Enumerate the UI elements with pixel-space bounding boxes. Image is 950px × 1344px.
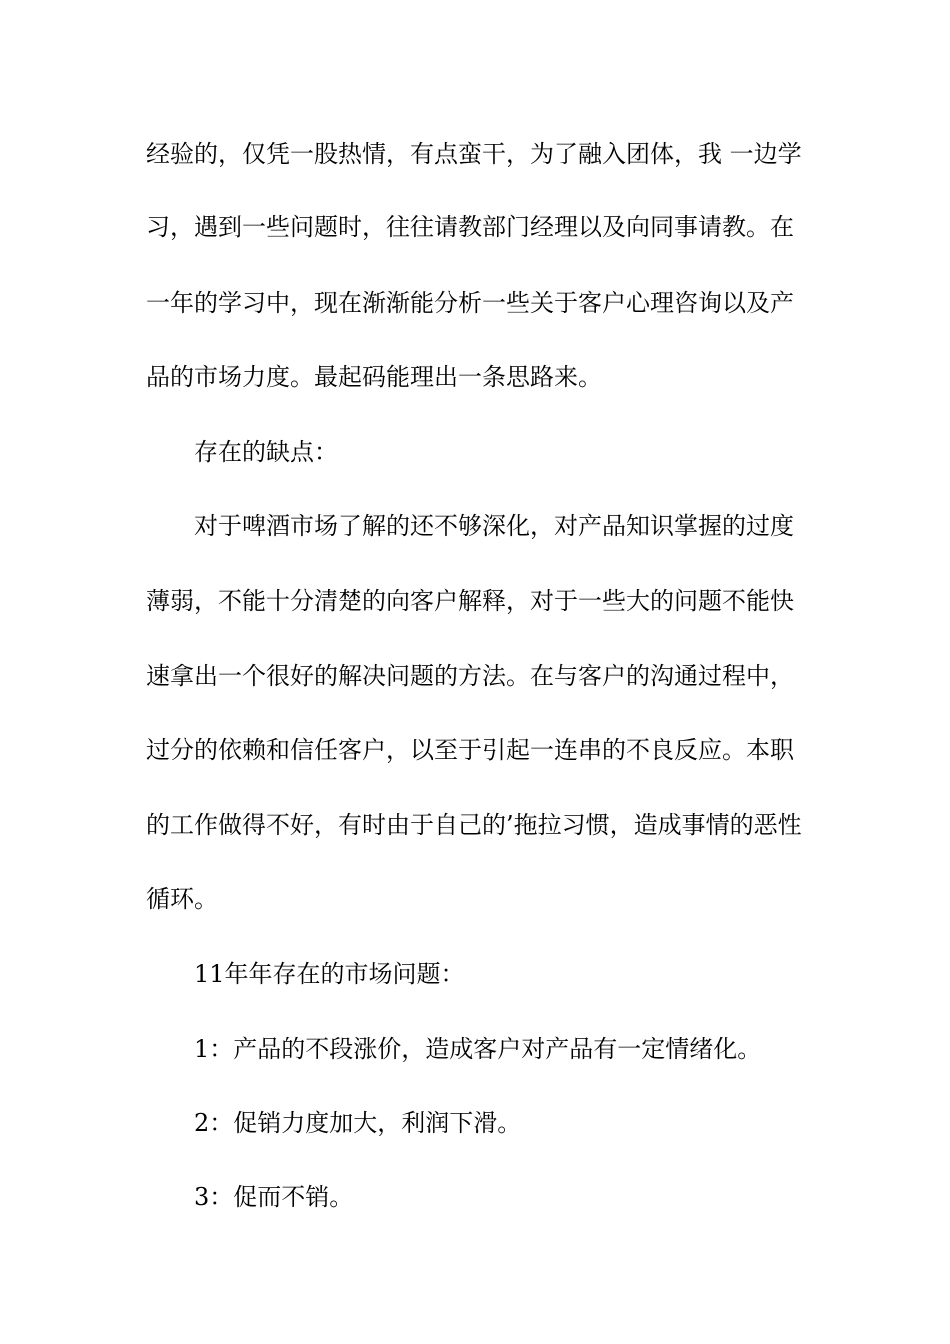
section-heading: 11年年存在的市场问题：	[194, 960, 465, 988]
list-item: 3：促而不销。	[194, 1183, 354, 1211]
paragraph-line: 循环。	[146, 885, 218, 913]
paragraph-line: 一年的学习中，现在渐渐能分析一些关于客户心理咨询以及产	[146, 289, 794, 317]
paragraph-line: 对于啤酒市场了解的还不够深化，对产品知识掌握的过度	[194, 512, 794, 540]
list-item: 1：产品的不段涨价，造成客户对产品有一定情绪化。	[194, 1035, 762, 1063]
section-heading: 存在的缺点：	[194, 438, 338, 466]
paragraph-line: 的工作做得不好，有时由于自己的’拖拉习惯，造成事情的恶性	[146, 811, 802, 839]
paragraph-line: 薄弱，不能十分清楚的向客户解释，对于一些大的问题不能快	[146, 587, 794, 615]
paragraph-line: 品的市场力度。最起码能理出一条思路来。	[146, 363, 602, 391]
paragraph-line: 速拿出一个很好的解决问题的方法。在与客户的沟通过程中，	[146, 662, 794, 690]
paragraph-line: 经验的，仅凭一股热情，有点蛮干，为了融入团体，我 一边学	[146, 140, 802, 168]
paragraph-line: 过分的依赖和信任客户，以至于引起一连串的不良反应。本职	[146, 736, 794, 764]
paragraph-line: 习，遇到一些问题时，往往请教部门经理以及向同事请教。在	[146, 213, 794, 241]
list-item: 2：促销力度加大，利润下滑。	[194, 1109, 522, 1137]
